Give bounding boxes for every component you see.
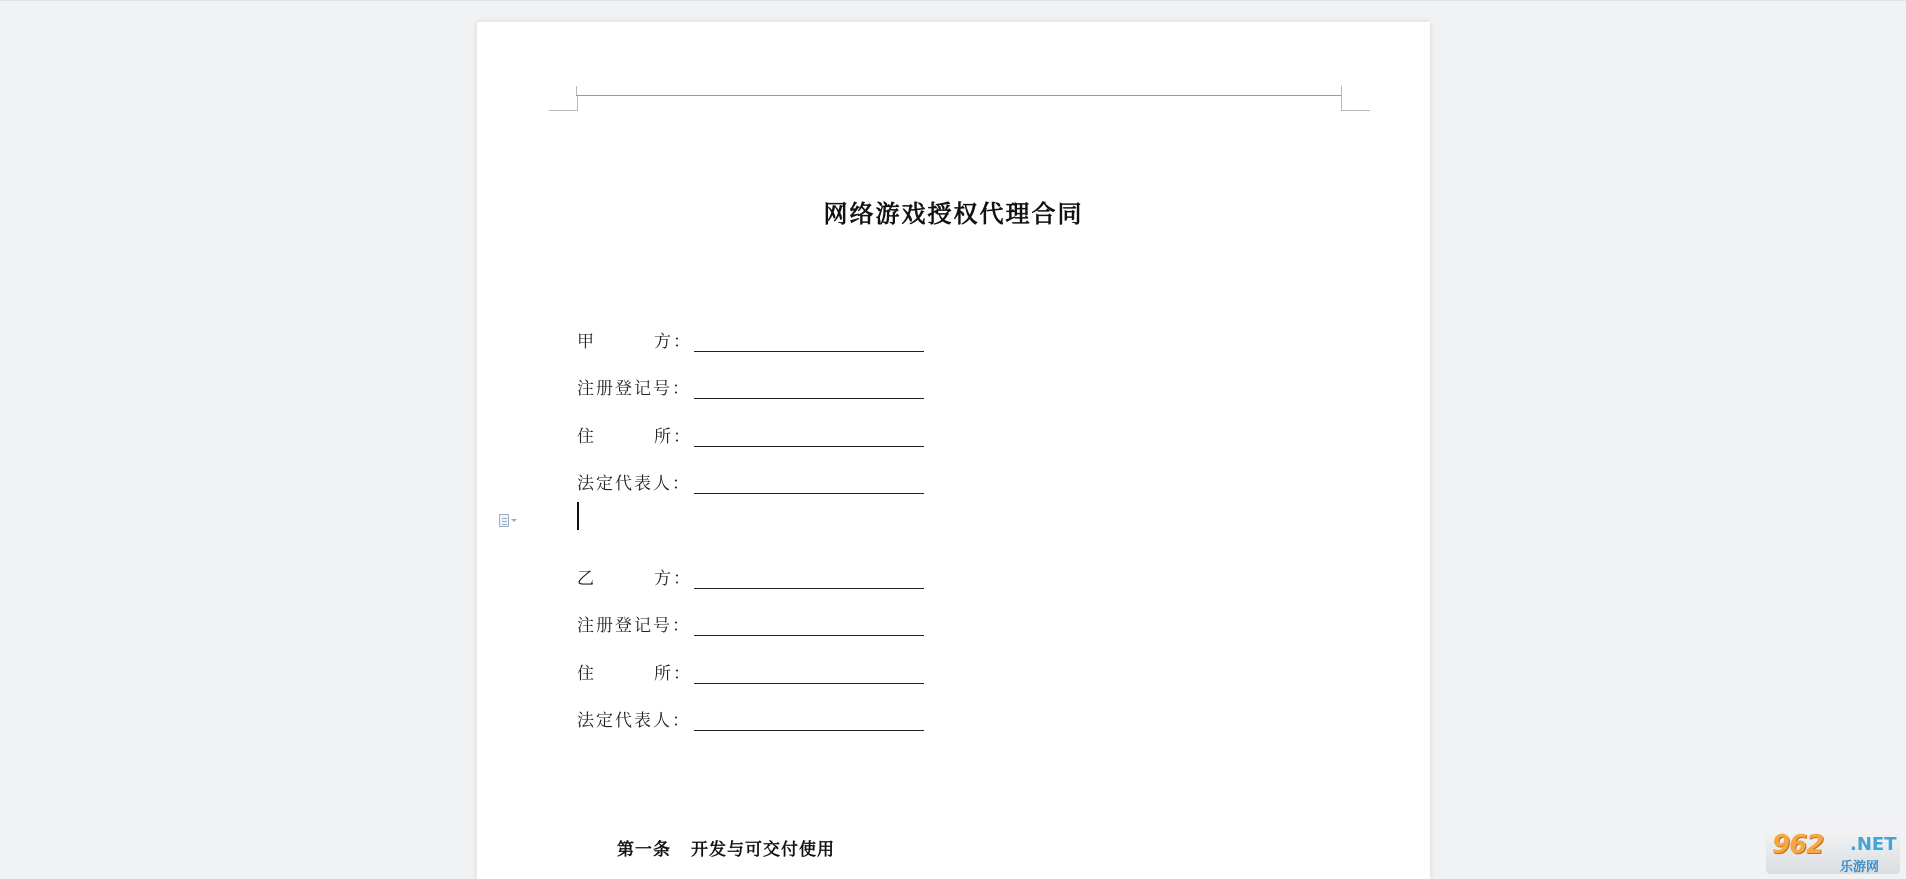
- label-part: 法定代表人：: [577, 711, 691, 731]
- label-part: 乙: [577, 569, 596, 589]
- label-part: 甲: [577, 332, 596, 352]
- party-a-name-field[interactable]: [577, 328, 924, 352]
- party-a-registration-label: [577, 374, 692, 399]
- party-b-address-label: [577, 659, 692, 684]
- party-b-registration-label: [577, 611, 692, 636]
- party-a-registration-blank[interactable]: [694, 376, 924, 399]
- party-a-representative-label: [577, 469, 692, 494]
- label-part: 所：: [654, 427, 692, 447]
- label-part: 住: [577, 664, 596, 684]
- label-part: 注册登记号：: [577, 379, 691, 399]
- watermark-logo-number: 962: [1772, 830, 1824, 860]
- party-b-representative-blank[interactable]: [694, 708, 924, 731]
- document-title: 网络游戏授权代理合同: [823, 199, 1084, 228]
- party-b-representative-field[interactable]: [577, 707, 924, 731]
- section-number: 第一条: [617, 840, 671, 860]
- party-b-name-label: [577, 564, 692, 589]
- party-a-representative-field[interactable]: [577, 470, 924, 494]
- party-b-representative-label: [577, 706, 692, 731]
- section-heading: [617, 835, 835, 860]
- header-corner-mark-right: [1341, 96, 1370, 111]
- party-a-representative-blank[interactable]: [694, 471, 924, 494]
- document-options-icon: [499, 514, 509, 527]
- site-watermark-logo: [1766, 828, 1900, 874]
- party-b-registration-field[interactable]: [577, 612, 924, 636]
- dropdown-arrow-icon: [511, 519, 517, 522]
- party-a-address-label: [577, 422, 692, 447]
- party-a-name-label: [577, 327, 692, 352]
- window-top-border: [0, 0, 1906, 1]
- party-a-address-field[interactable]: [577, 423, 924, 447]
- header-corner-mark-left: [549, 96, 578, 111]
- watermark-site-name: 乐游网: [1840, 860, 1880, 875]
- section-title: 开发与可交付使用: [691, 840, 835, 860]
- watermark-domain-suffix: .NET: [1850, 834, 1897, 855]
- document-page[interactable]: [477, 22, 1430, 879]
- party-b-address-blank[interactable]: [694, 661, 924, 684]
- header-tick-right: [1341, 86, 1342, 96]
- label-part: 所：: [654, 664, 692, 684]
- label-part: 住: [577, 427, 596, 447]
- party-a-name-blank[interactable]: [694, 329, 924, 352]
- paragraph-options-button[interactable]: [499, 512, 525, 528]
- header-rule: [576, 95, 1341, 96]
- label-part: 方：: [654, 569, 692, 589]
- party-b-name-blank[interactable]: [694, 566, 924, 589]
- party-b-name-field[interactable]: [577, 565, 924, 589]
- label-part: 法定代表人：: [577, 474, 691, 494]
- label-part: 注册登记号：: [577, 616, 691, 636]
- label-part: 方：: [654, 332, 692, 352]
- party-a-address-blank[interactable]: [694, 424, 924, 447]
- party-b-registration-blank[interactable]: [694, 613, 924, 636]
- party-a-registration-field[interactable]: [577, 375, 924, 399]
- party-b-address-field[interactable]: [577, 660, 924, 684]
- text-cursor: [577, 502, 579, 530]
